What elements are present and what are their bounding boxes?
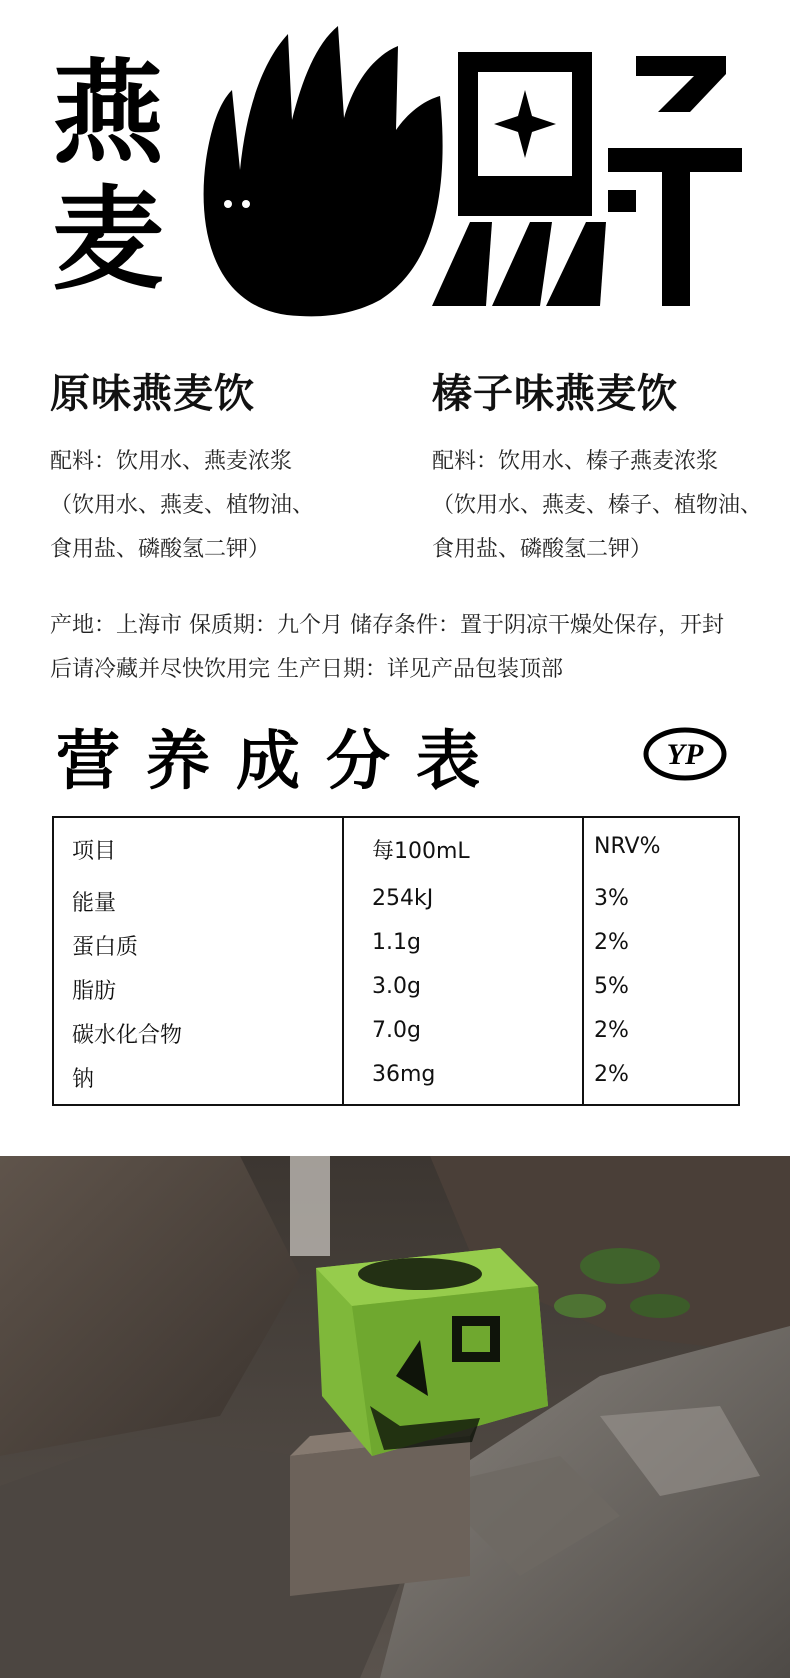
brand-logo <box>0 0 790 340</box>
row-carbohydrate-nrv: 2% <box>594 1018 629 1043</box>
ingredient-line: 食用盐、磷酸氢二钾） <box>50 537 271 562</box>
wordmark-yan: 燕 <box>52 49 164 179</box>
column-divider <box>582 818 584 1104</box>
header-per-100ml: 每100mL <box>372 839 470 864</box>
ingredients-hazelnut <box>432 440 790 572</box>
mascot-left-eye <box>224 200 232 208</box>
ingredient-line: 食用盐、磷酸氢二钾） <box>432 537 653 562</box>
row-energy-nrv: 3% <box>594 886 629 911</box>
ingredient-line: 配料：饮用水、燕麦浓浆 <box>50 449 293 474</box>
row-protein-nrv: 2% <box>594 930 629 955</box>
origin-info <box>50 604 750 692</box>
yp-logo-text: YP <box>666 738 704 771</box>
mascot-right-eye <box>242 200 250 208</box>
ingredients-original <box>50 440 410 572</box>
logo-graphics <box>0 0 790 340</box>
header-nrv: NRV% <box>594 834 661 859</box>
row-carbohydrate-value: 7.0g <box>372 1018 421 1043</box>
row-protein-value: 1.1g <box>372 930 421 955</box>
ingredient-line: 配料：饮用水、榛子燕麦浓浆 <box>432 449 719 474</box>
origin-line: 后请冷藏并尽快饮用完 生产日期：详见产品包装顶部 <box>50 657 563 682</box>
graphic-ye-character <box>432 52 742 306</box>
nutrition-title: 营养成分表 <box>56 725 506 799</box>
ingredient-line: （饮用水、燕麦、榛子、植物油、 <box>432 493 763 518</box>
column-divider <box>342 818 344 1104</box>
product-carton-on-rock-image <box>0 1156 790 1678</box>
row-sodium-value: 36mg <box>372 1062 436 1087</box>
row-sodium-label: 钠 <box>72 1067 95 1092</box>
header-item: 项目 <box>72 839 117 864</box>
row-fat-nrv: 5% <box>594 974 629 999</box>
row-fat-label: 脂肪 <box>72 979 117 1004</box>
row-energy-value: 254kJ <box>372 886 434 911</box>
row-carbohydrate-label: 碳水化合物 <box>72 1023 183 1048</box>
row-protein-label: 蛋白质 <box>72 935 139 960</box>
product-title-hazelnut: 榛子味燕麦饮 <box>432 371 678 417</box>
nutrition-table <box>52 816 740 1106</box>
ingredient-line: （饮用水、燕麦、植物油、 <box>50 493 315 518</box>
row-fat-value: 3.0g <box>372 974 421 999</box>
row-sodium-nrv: 2% <box>594 1062 629 1087</box>
black-flame-mascot-icon <box>204 26 443 316</box>
product-title-original: 原味燕麦饮 <box>50 371 255 417</box>
row-energy-label: 能量 <box>72 891 117 916</box>
yp-logo <box>642 726 728 782</box>
origin-line: 产地：上海市 保质期：九个月 储存条件：置于阴凉干燥处保存，开封 <box>50 613 724 638</box>
wordmark-mai: 麦 <box>52 175 164 305</box>
